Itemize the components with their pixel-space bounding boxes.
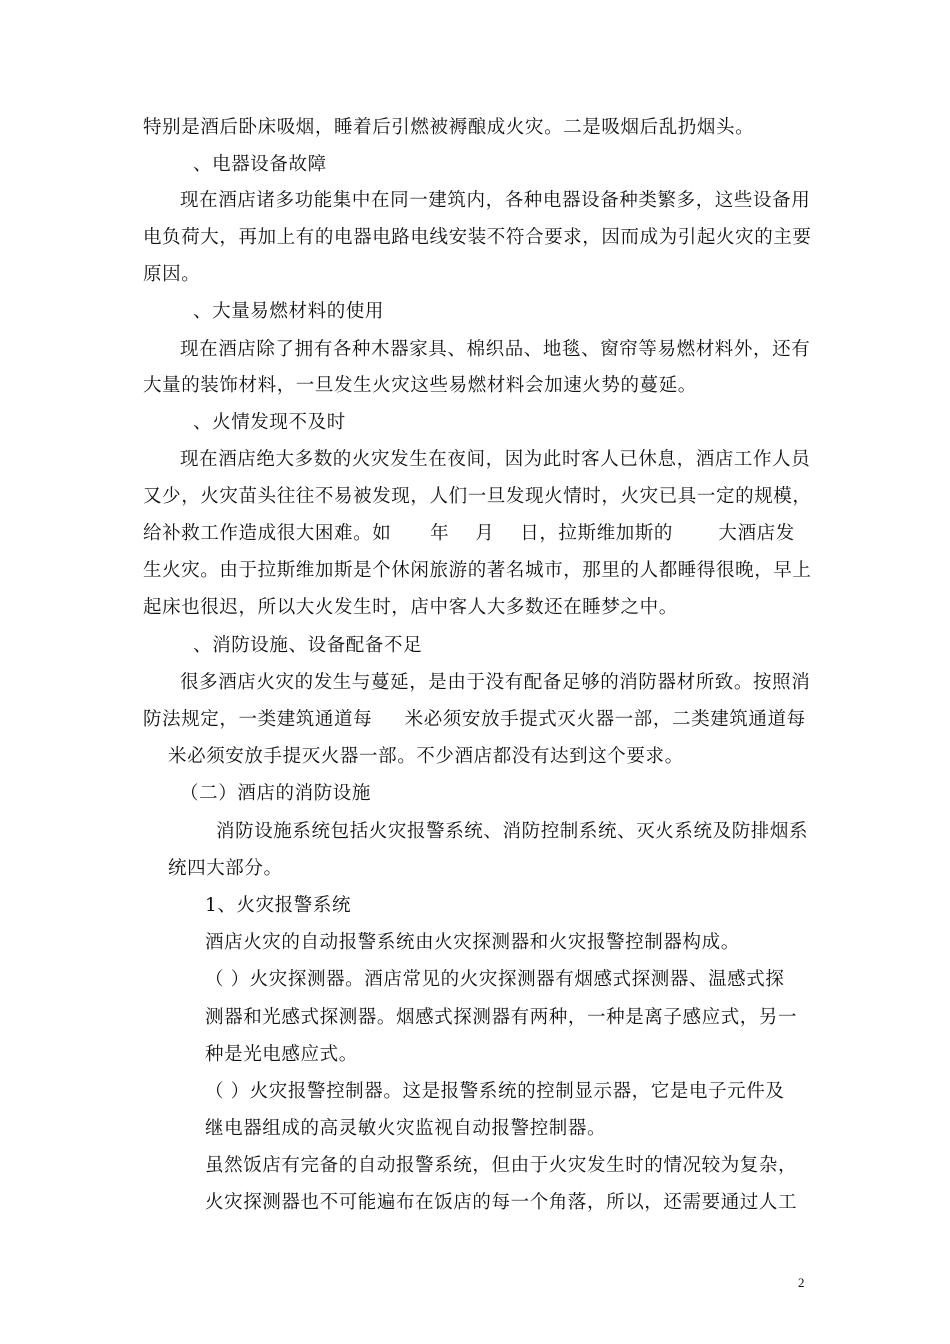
- text-line: 现在酒店诸多功能集中在同一建筑内，各种电器设备种类繁多，这些设备用: [180, 190, 811, 211]
- text-line: 火灾探测器也不可能遍布在饭店的每一个角落，所以，还需要通过人工: [205, 1192, 798, 1213]
- text-line: 现在酒店绝大多数的火灾发生在夜间，因为此时客人已休息，酒店工作人员: [180, 449, 811, 470]
- text-line: （ ）火灾探测器。酒店常见的火灾探测器有烟感式探测器、温感式探: [205, 969, 785, 990]
- text-line: 原因。: [143, 264, 201, 285]
- text-line: 特别是酒后卧床吸烟，睡着后引燃被褥酿成火灾。二是吸烟后乱扔烟头。: [143, 117, 755, 138]
- text-line: 种是光电感应式。: [205, 1044, 358, 1065]
- text-line: 继电器组成的高灵敏火灾监视自动报警控制器。: [205, 1118, 607, 1139]
- text-line: 米必须安放手提灭火器一部。不少酒店都没有达到这个要求。: [168, 746, 684, 767]
- subsection-heading: 1、火灾报警系统: [205, 895, 352, 916]
- section-heading: 、火情发现不及时: [193, 412, 346, 433]
- text-line: 又少，火灾苗头往往不易被发现，人们一旦发现火情时，火灾已具一定的规模，: [143, 486, 812, 507]
- section-heading: 、消防设施、设备配备不足: [193, 635, 423, 656]
- text-line: 防法规定，一类建筑通道每 米必须安放手提式灭火器一部，二类建筑通道每: [143, 709, 806, 730]
- text-line: 生火灾。由于拉斯维加斯是个休闲旅游的著名城市，那里的人都睡得很晚，早上: [143, 560, 812, 581]
- text-line: 统四大部分。: [168, 858, 283, 879]
- section-heading: 、大量易燃材料的使用: [193, 301, 385, 322]
- text-line: 测器和光感式探测器。烟感式探测器有两种，一种是离子感应式，另一: [205, 1007, 798, 1028]
- text-line: 大量的装饰材料，一旦发生火灾这些易燃材料会加速火势的蔓延。: [143, 375, 697, 396]
- text-line: 给补救工作造成很大困难。如 年 月 日，拉斯维加斯的 大酒店发: [143, 523, 795, 544]
- text-line: 虽然饭店有完备的自动报警系统，但由于火灾发生时的情况较为复杂，: [205, 1155, 798, 1176]
- text-line: 起床也很迟，所以大火发生时，店中客人大多数还在睡梦之中。: [143, 597, 678, 618]
- section-heading: （二）酒店的消防设施: [180, 783, 372, 804]
- text-line: 酒店火灾的自动报警系统由火灾探测器和火灾报警控制器构成。: [205, 932, 740, 953]
- text-line: （ ）火灾报警控制器。这是报警系统的控制显示器，它是电子元件及: [205, 1081, 785, 1102]
- text-line: 消防设施系统包括火灾报警系统、消防控制系统、灭火系统及防排烟系: [216, 821, 809, 842]
- section-heading: 、电器设备故障: [193, 154, 327, 175]
- text-line: 电负荷大，再加上有的电器电路电线安装不符合要求，因而成为引起火灾的主要: [143, 227, 812, 248]
- text-line: 很多酒店火灾的发生与蔓延，是由于没有配备足够的消防器材所致。按照消: [180, 672, 811, 693]
- text-line: 现在酒店除了拥有各种木器家具、棉织品、地毯、窗帘等易燃材料外，还有: [180, 339, 811, 360]
- page-number: 2: [798, 1275, 805, 1290]
